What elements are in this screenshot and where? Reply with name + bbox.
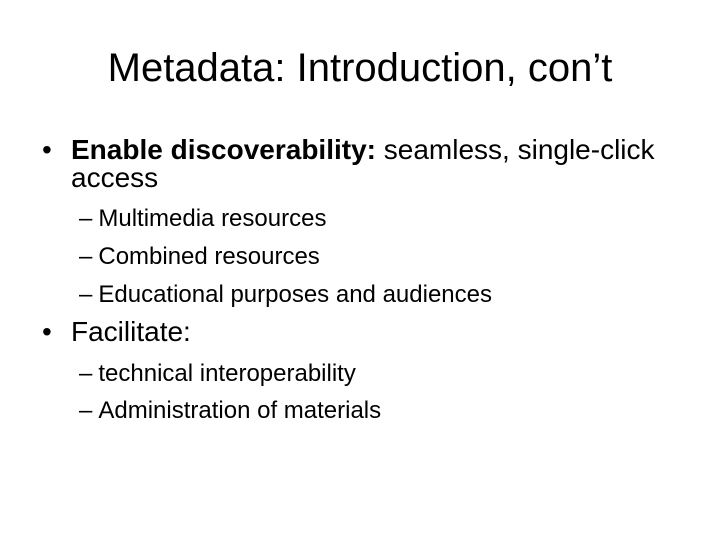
- sub-bullet-text: technical interoperability: [98, 360, 356, 387]
- sub-bullet-text: Multimedia resources: [98, 205, 327, 232]
- sub-bullet-technical: [79, 362, 679, 386]
- sub-bullet-marker: –: [79, 397, 93, 424]
- bullet-enable-discoverability: [42, 136, 682, 192]
- sub-bullet-marker: –: [79, 243, 93, 270]
- sub-bullet-multimedia: [79, 207, 679, 231]
- bullet-rest-text: seamless, single-click access: [71, 134, 655, 193]
- sub-bullet-text: Educational purposes and audiences: [98, 281, 492, 308]
- sub-bullet-combined: [79, 245, 679, 269]
- bullet-bold-text: Enable discoverability:: [71, 134, 376, 165]
- bullet-marker: •: [42, 316, 52, 347]
- bullet-facilitate: [42, 318, 682, 346]
- bullet-marker: •: [42, 134, 52, 165]
- bullet-text: [42, 136, 682, 192]
- sub-bullet-educational: [79, 283, 679, 307]
- sub-bullet-marker: –: [79, 281, 93, 308]
- sub-bullet-administration: [79, 399, 679, 423]
- slide-title: Metadata: Introduction, con’t: [107, 46, 613, 90]
- sub-bullet-text: Administration of materials: [98, 397, 382, 424]
- sub-bullet-marker: –: [79, 360, 93, 387]
- sub-bullet-text: Combined resources: [98, 243, 320, 270]
- sub-bullet-marker: –: [79, 205, 93, 232]
- bullet-text: Facilitate:: [71, 316, 191, 347]
